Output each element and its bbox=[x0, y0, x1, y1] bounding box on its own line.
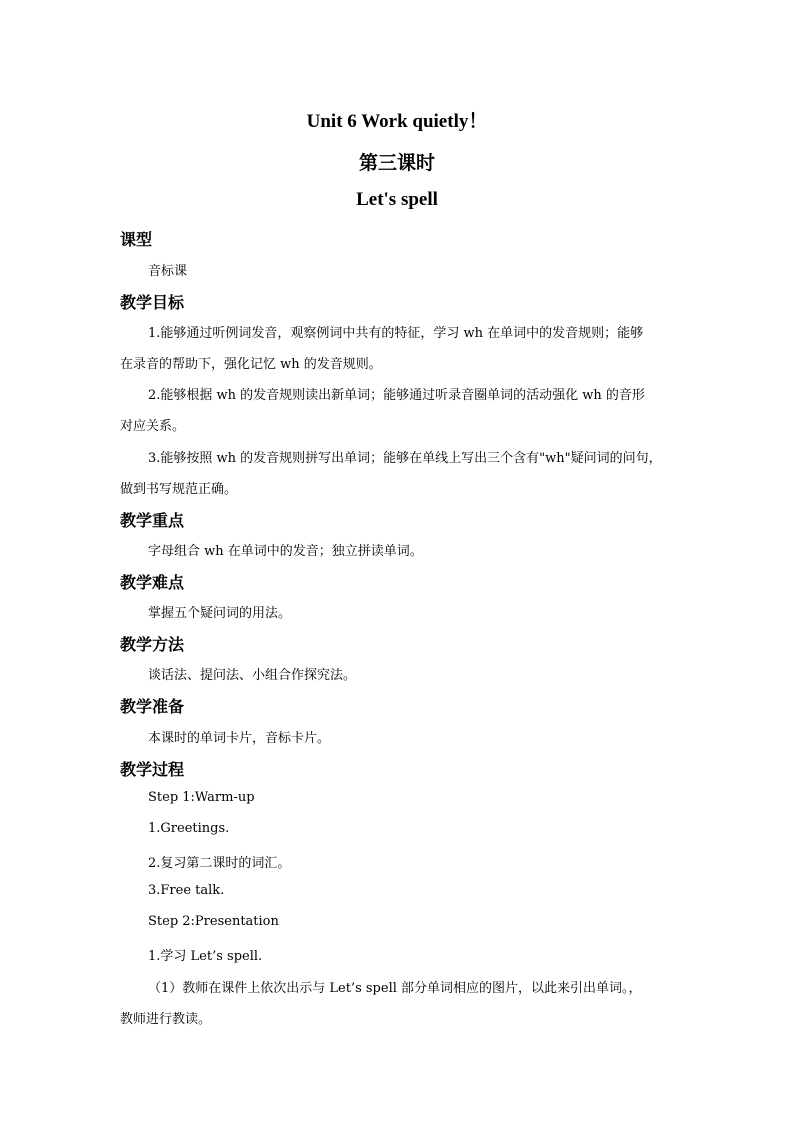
preparation-text: 本课时的单词卡片，音标卡片。 bbox=[148, 731, 331, 746]
heading-teaching-goals: 教学目标 bbox=[120, 293, 185, 312]
methods-text: 谈话法、提问法、小组合作探究法。 bbox=[148, 668, 357, 683]
goal-line-1: 1.能够通过听例词发音，观察例词中共有的特征，学习 wh 在单词中的发音规则；能够 bbox=[148, 326, 644, 341]
heading-preparation: 教学准备 bbox=[120, 697, 185, 716]
lesson-title: 第三课时 bbox=[358, 152, 435, 174]
unit-title: Unit 6 Work quietly！ bbox=[306, 111, 488, 132]
goal-line-4: 对应关系。 bbox=[120, 419, 186, 434]
heading-lesson-type: 课型 bbox=[120, 230, 153, 249]
goal-line-3: 2.能够根据 wh 的发音规则读出新单词；能够通过听录音圈单词的活动强化 wh 的音形 bbox=[148, 388, 645, 403]
process-detail-1: （1）教师在课件上依次出示与 Let’s spell 部分单词相应的图片，以此来引出单词。， bbox=[148, 981, 642, 996]
goal-line-2: 在录音的帮助下，强化记忆 wh 的发音规则。 bbox=[120, 357, 382, 372]
heading-methods: 教学方法 bbox=[120, 635, 185, 654]
process-greetings: 1.Greetings. bbox=[148, 821, 230, 836]
difficulties-text: 掌握五个疑问词的用法。 bbox=[148, 606, 292, 621]
heading-key-points: 教学重点 bbox=[120, 511, 185, 530]
process-review: 2.复习第二课时的词汇。 bbox=[148, 856, 291, 871]
key-points-text: 字母组合 wh 在单词中的发音；独立拼读单词。 bbox=[148, 544, 423, 559]
section-title: Let's spell bbox=[356, 189, 438, 210]
process-step-2: Step 2:Presentation bbox=[148, 914, 279, 929]
heading-difficulties: 教学难点 bbox=[120, 573, 185, 592]
goal-line-6: 做到书写规范正确。 bbox=[120, 482, 238, 497]
process-step-1: Step 1:Warm-up bbox=[148, 790, 255, 805]
process-learn-spell: 1.学习 Let’s spell. bbox=[148, 949, 263, 964]
process-detail-2: 教师进行教读。 bbox=[120, 1012, 212, 1027]
lesson-type-text: 音标课 bbox=[148, 264, 188, 279]
heading-process: 教学过程 bbox=[120, 760, 185, 779]
goal-line-5: 3.能够按照 wh 的发音规则拼写出单词；能够在单线上写出三个含有"wh"疑问词的问句， bbox=[148, 451, 662, 466]
process-free-talk: 3.Free talk. bbox=[148, 883, 225, 898]
